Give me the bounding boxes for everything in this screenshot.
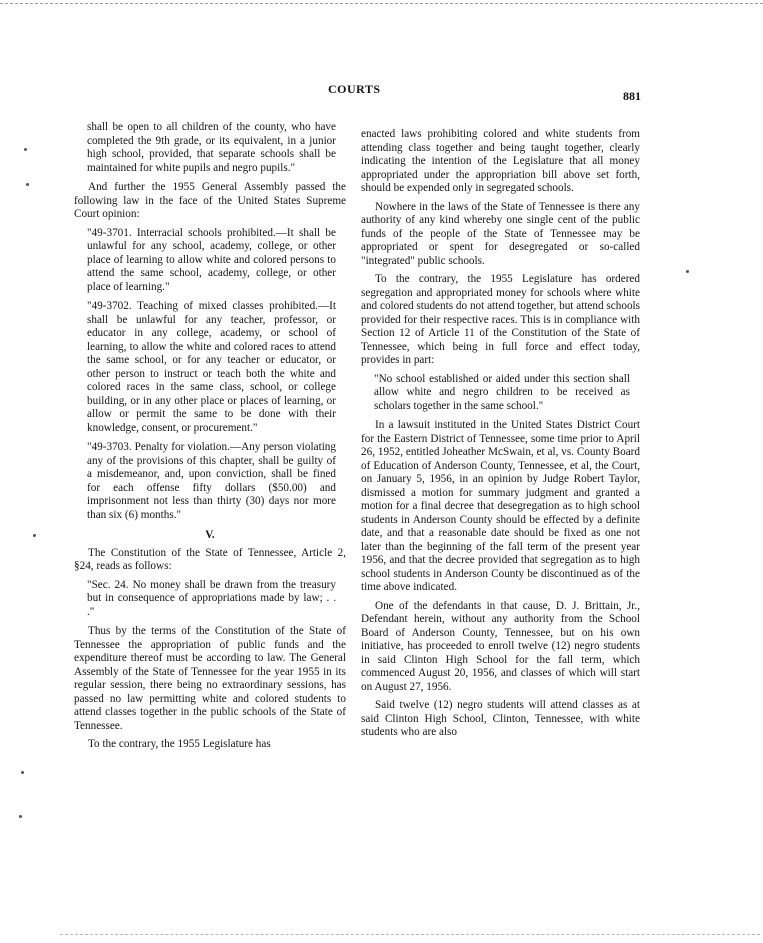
- top-border: [0, 3, 763, 4]
- page-number: 881: [623, 89, 641, 103]
- paragraph: In a lawsuit instituted in the United States District Court for the Eastern District of Tennessee, some time prior to April 26, 1952, entitled Joheather McSwain, et al, vs. County Board of Education of Anderson County, Tennessee, et al, the Court, on January 5, 1956, in an opinion by Judge Robert Taylor, dismissed a motion for summary judgment and granted a motion for a final decree that desegregation as to high school students in Anderson County should be effected by a definite date, and that a reasonable date should be fixed as one not later than the beginning of the fall term of the present year 1956, and that the decree provided that segregation as to high school students in Anderson County be discontinued as of the time above indicated.: [361, 419, 640, 593]
- statute-49-3701: "49-3701. Interracial schools prohibited.—It shall be unlawful for any school, academy, college, or other place of learning to allow white and colored persons to attend the same school, academy, college, or other place of learning.": [87, 226, 336, 293]
- paragraph: To the contrary, the 1955 Legislature has ordered segregation and appropriated money for schools where white and colored students do not attend together, but attend schools provided for their respective races. This is in compliance with Section 12 of Article 11 of the Constitution of the State of Tennessee, which being in full force and effect today, provides in part:: [361, 273, 640, 366]
- section-heading: V.: [205, 529, 215, 541]
- bottom-border: [60, 934, 760, 935]
- left-column: [74, 121, 346, 757]
- statute-49-3702: "49-3702. Teaching of mixed classes prohibited.—It shall be unlawful for any teacher, professor, or educator in any college, academy, or school of learning, to allow the white and colored races to attend the same school, or for any teacher or educator, or other person to instruct or teach both the white and colored races in the same class, school, or college building, or in any other place or places of learning, or allow or permit the same to be done with their knowledge, consent, or procurement.": [87, 300, 336, 434]
- paragraph: Said twelve (12) negro students will attend classes as at said Clinton High School, Clinton, Tennessee, with white students who are also: [361, 699, 640, 738]
- scan-speck: [24, 148, 27, 151]
- running-head: COURTS: [328, 82, 381, 96]
- scan-speck: [21, 771, 24, 774]
- scan-speck: [19, 815, 22, 818]
- paragraph: Nowhere in the laws of the State of Tennessee is there any authority of any kind whereby one single cent of the public funds of the people of the State of Tennessee may be appropriated or spent for desegregated or so-called "integrated" public schools.: [361, 200, 640, 267]
- paragraph: enacted laws prohibiting colored and white students from attending class together and being taught together, clearly indicating the intention of the Legislature that all money appropriated under the appropriation bill above set forth, should be expended only in segregated schools.: [361, 128, 640, 194]
- constitution-quote: "No school established or aided under this section shall allow white and negro children to be received as scholars together in the same school.": [374, 372, 630, 412]
- constitution-quote: "Sec. 24. No money shall be drawn from the treasury but in consequence of appropriations made by law; . . .": [87, 578, 336, 618]
- scan-speck: [33, 534, 36, 537]
- paragraph: The Constitution of the State of Tennessee, Article 2, §24, reads as follows:: [74, 546, 346, 572]
- paragraph: And further the 1955 General Assembly passed the following law in the face of the United States Supreme Court opinion:: [74, 181, 346, 220]
- scan-speck: [26, 183, 29, 186]
- quote-block: shall be open to all children of the county, who have completed the 9th grade, or its equivalent, in a junior high school, provided, that separate schools shall be maintained for white pupils and negro pupils.": [87, 121, 336, 174]
- right-column: [361, 128, 640, 745]
- paragraph: One of the defendants in that cause, D. J. Brittain, Jr., Defendant herein, without any authority from the School Board of Anderson County, Tennessee, but on his own initiative, has proceeded to enroll twelve (12) negro students in said Clinton High School for the fall term, which commenced August 20, 1956, and classes of which will start on August 27, 1956.: [361, 599, 640, 693]
- paragraph: Thus by the terms of the Constitution of the State of Tennessee the appropriation of public funds and the expenditure thereof must be according to law. The General Assembly of the State of Tennessee for the year 1955 in its regular session, there being no extraordinary sessions, has passed no law permitting white and colored students to attend classes together in the public schools of the State of Tennessee.: [74, 625, 346, 732]
- scan-speck: [686, 270, 689, 273]
- paragraph: To the contrary, the 1955 Legislature has: [88, 738, 271, 750]
- statute-49-3703: "49-3703. Penalty for violation.—Any person violating any of the provisions of this chapter, shall be guilty of a misdemeanor, and, upon conviction, shall be fined for each offense fifty dollars ($50.00) and imprisonment not less than thirty (30) days nor more than six (6) months.": [87, 441, 336, 521]
